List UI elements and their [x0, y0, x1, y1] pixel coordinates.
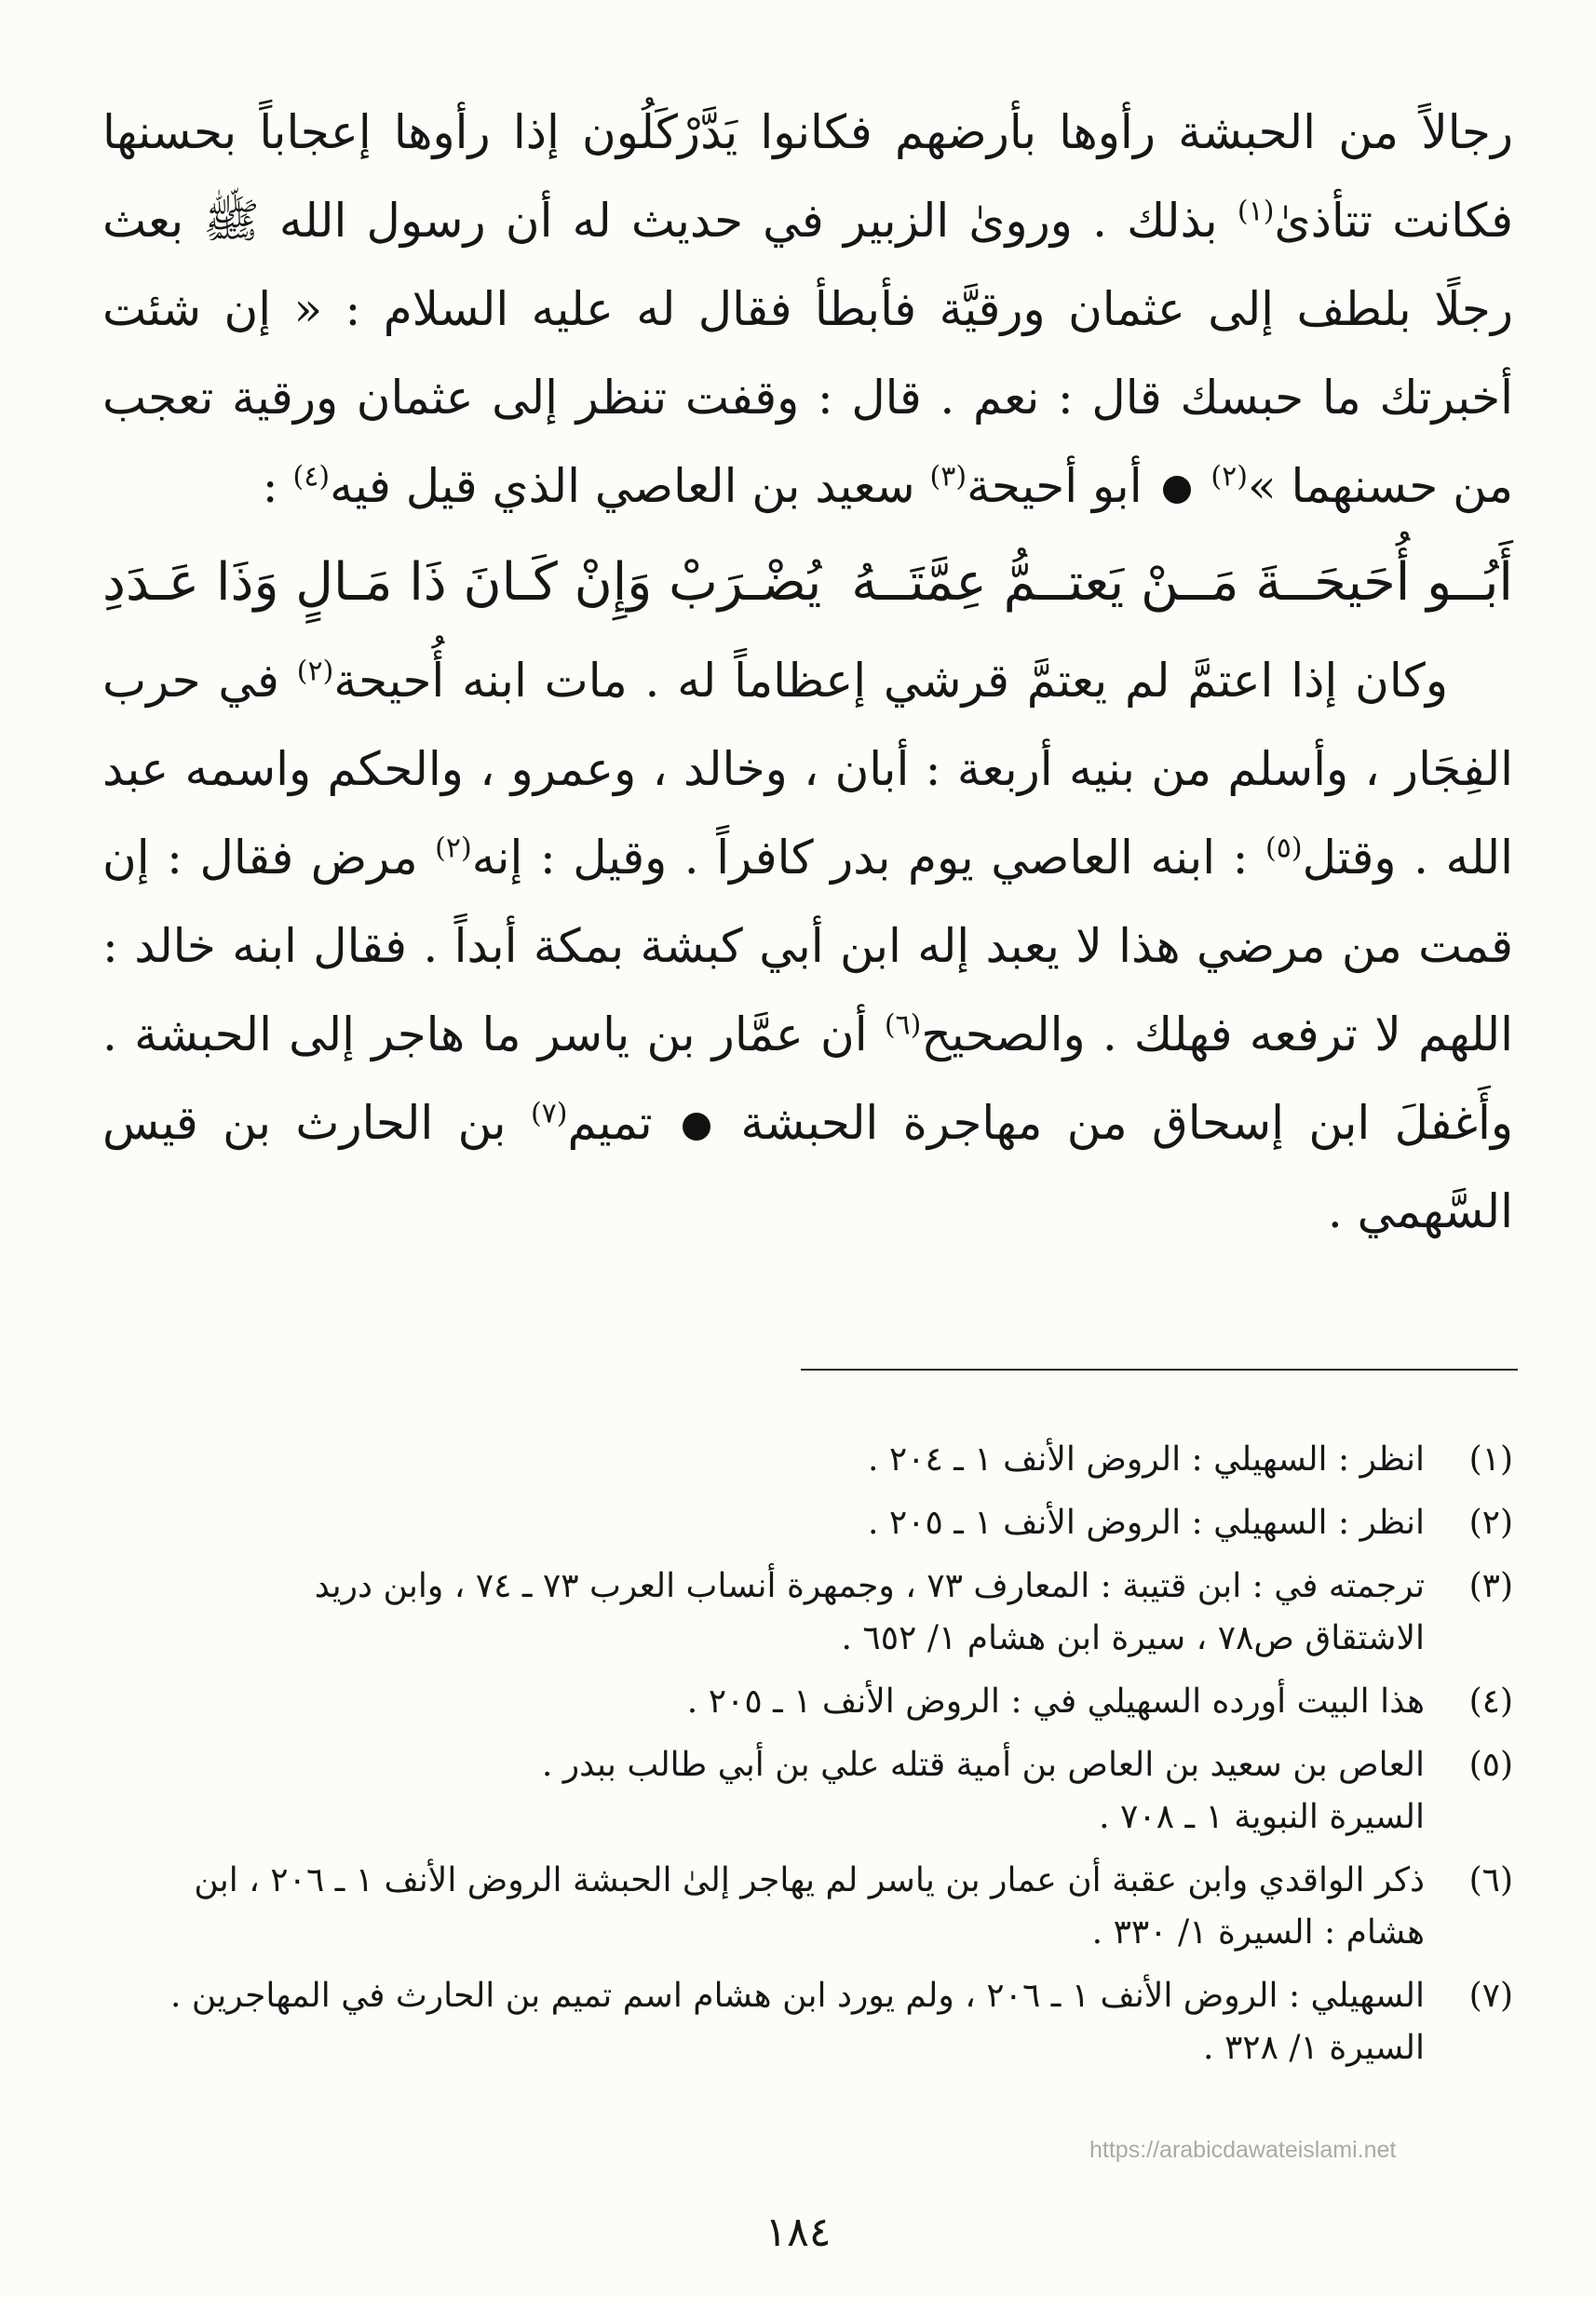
- footnote-number: (٧): [1468, 1977, 1513, 2015]
- text-run: تميم: [567, 1096, 678, 1150]
- bullet-icon: [1163, 476, 1191, 504]
- footnote-ref: (٢): [1211, 460, 1248, 493]
- text-run: :: [262, 459, 293, 513]
- footnote-ref: (٢): [296, 655, 334, 688]
- text-run: أن عمَّار بن ياسر ما هاجر إلى الحبشة . وأَغفلَ ابن إسحاق من مهاجرة الحبشة: [102, 1007, 1513, 1150]
- footnotes: [102, 1434, 1513, 2086]
- text-run: مرض فقال : إن قمت من مرضي هذا لا يعبد إله ابن أبي كبشة بمكة أبداً . فقال ابنه خالد : اللهم لا ترفعه فهلك . والصحيح: [102, 831, 1514, 1061]
- footnote-text: [102, 1739, 1425, 1844]
- footnote-line: هذا البيت أورده السهيلي في : الروض الأنف ١ ـ ٢٠٥ .: [686, 1682, 1425, 1721]
- footnote-line: هشام : السيرة ١/ ٣٣٠ .: [1091, 1913, 1425, 1952]
- footnote-line: انظر : السهيلي : الروض الأنف ١ ـ ٢٠٥ .: [867, 1504, 1425, 1542]
- text-run: رجالاً من الحبشة رأوها بأرضهم فكانوا يَدَّرْكَلُون إذا رأوها إعجاباً بحسنها فكانت تتأذىٰ: [102, 105, 1514, 248]
- footnote-item: [102, 1497, 1513, 1549]
- text-run: أبو أحيحة: [967, 459, 1157, 513]
- footnote-item: [102, 1434, 1513, 1486]
- poetry-verse: [102, 536, 1513, 629]
- footnote-line: السهيلي : الروض الأنف ١ ـ ٢٠٦ ، ولم يورد ابن هشام اسم تميم بن الحارث في المهاجرين .: [169, 1977, 1425, 2015]
- footnote-ref: (٥): [1265, 831, 1303, 865]
- footnote-separator: [801, 1369, 1518, 1371]
- footnote-line: السيرة النبوية ١ ـ ٧٠٨ .: [1099, 1798, 1425, 1836]
- footnote-item: [102, 1676, 1513, 1728]
- footnote-line: ذكر الواقدي وابن عقبة أن عمار بن ياسر لم يهاجر إلىٰ الحبشة الروض الأنف ١ ـ ٢٠٦ ، ابن: [194, 1861, 1425, 1899]
- footnote-line: انظر : السهيلي : الروض الأنف ١ ـ ٢٠٤ .: [867, 1440, 1425, 1479]
- bullet-icon: [683, 1113, 710, 1141]
- footnote-text: [102, 1561, 1425, 1665]
- footnote-number: (٢): [1468, 1504, 1513, 1542]
- footnote-line: الاشتقاق ص٧٨ ، سيرة ابن هشام ١/ ٦٥٢ .: [841, 1619, 1425, 1657]
- footnote-item: [102, 1561, 1513, 1665]
- verse-hemistich-1: أَبُــو أُحَيحَــةَ مَــنْ يَعتــمُّ عِمَّتَــهُ: [851, 552, 1513, 613]
- footnote-number: (٤): [1468, 1682, 1513, 1721]
- footnote-line: السيرة ١/ ٣٢٨ .: [1203, 2029, 1425, 2067]
- footnote-line: ترجمته في : ابن قتيبة : المعارف ٧٣ ، وجمهرة أنساب العرب ٧٣ ـ ٧٤ ، وابن دريد: [314, 1567, 1425, 1605]
- text-run: سعيد بن العاصي الذي قيل فيه: [330, 459, 930, 513]
- footnote-line: العاص بن سعيد بن العاص بن أمية قتله علي بن أبي طالب ببدر .: [541, 1746, 1425, 1784]
- footnote-number: (٦): [1468, 1861, 1513, 1899]
- text-run: وكان إذا اعتمَّ لم يعتمَّ قرشي إعظاماً له . مات ابنه أُحيحة: [333, 654, 1448, 708]
- verse-hemistich-2: يُضْـرَبْ وَإِنْ كَـانَ ذَا مَـالٍ وَذَا عَـدَدِ: [102, 552, 822, 613]
- footnote-ref: (١): [1237, 195, 1275, 228]
- footnote-ref: (٣): [929, 460, 967, 493]
- footnote-text: [102, 1855, 1425, 1959]
- footnote-number: (٣): [1468, 1567, 1513, 1605]
- page-number: ١٨٤: [764, 2209, 832, 2256]
- footnote-text: [102, 1676, 1425, 1728]
- footnote-item: [102, 1855, 1513, 1959]
- watermark-url: https://arabicdawateislami.net: [1089, 2137, 1397, 2163]
- footnote-ref: (٧): [530, 1097, 568, 1130]
- footnote-item: [102, 1970, 1513, 2074]
- paragraph-1: [102, 88, 1513, 531]
- footnote-item: [102, 1739, 1513, 1844]
- footnote-text: [102, 1434, 1425, 1486]
- text-run: بن الحارث بن قيس السَّهمي .: [102, 1096, 1513, 1238]
- footnote-text: [102, 1970, 1425, 2074]
- footnote-ref: (٢): [435, 831, 472, 865]
- footnote-text: [102, 1497, 1425, 1549]
- text-run: بذلك . وروىٰ الزبير في حديث له أن رسول الله ﷺ بعث رجلًا بلطف إلى عثمان ورقيَّة فأبطأ فقال له عليه السلام : « إن شئت أخبرتك ما حبسك قال : نعم . قال : وقفت تنظر إلى عثمان ورقية تعجب من حسنهما »: [102, 194, 1513, 513]
- footnote-ref: (٦): [884, 1008, 922, 1042]
- footnote-number: (٥): [1468, 1746, 1513, 1784]
- main-text: [102, 88, 1513, 1256]
- text-run: : ابنه العاصي يوم بدر كافراً . وقيل : إنه: [471, 831, 1265, 885]
- footnote-number: (١): [1468, 1440, 1513, 1479]
- footnote-ref: (٤): [292, 460, 331, 493]
- paragraph-2: [102, 637, 1513, 1256]
- text-run: في حرب الفِجَار ، وأسلم من بنيه أربعة : أبان ، وخالد ، وعمرو ، والحكم واسمه عبد الله . وقتل: [102, 654, 1514, 885]
